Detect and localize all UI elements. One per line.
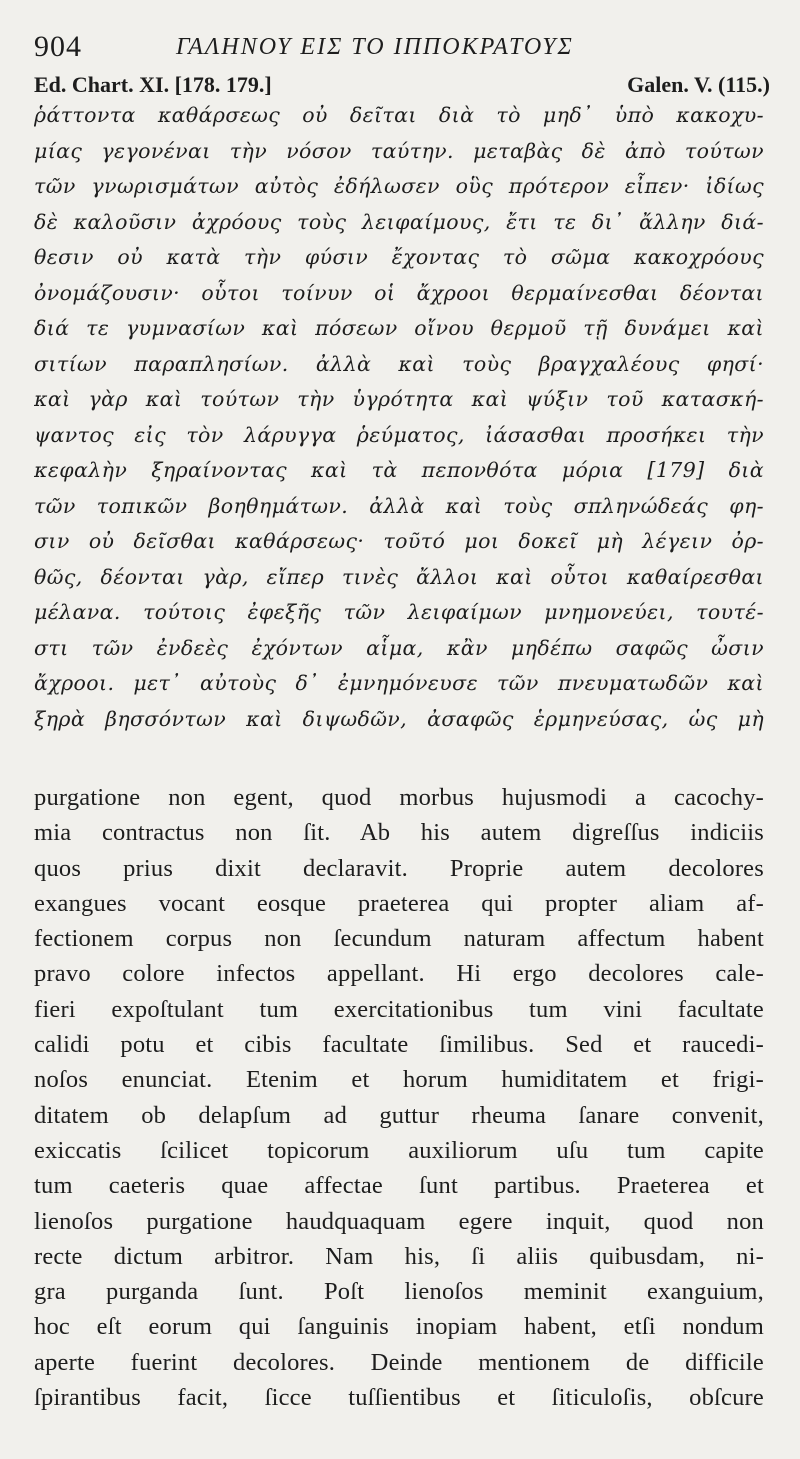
latin-line: noſos enunciat. Etenim et horum humiditatem et frigi- (34, 1066, 764, 1094)
latin-line: purgatione non egent, quod morbus hujusmodi a cacochy- (34, 784, 764, 811)
greek-text-block (34, 98, 764, 737)
greek-line: θεσιν οὐ κατὰ τὴν φύσιν ἔχοντας τὸ σῶμα κακοχρόους (34, 245, 764, 269)
latin-line: aperte fuerint decolores. Deinde mentionem de difficile (34, 1348, 764, 1376)
latin-line: quos prius dixit declaravit. Proprie autem decolores (34, 854, 764, 882)
latin-line: pravo colore infectos appellant. Hi ergo decolores cale- (34, 960, 764, 988)
greek-line: ψαντος εἰς τὸν λάρυγγα ῥεύματος, ἰάσασθαι προσήκει τὴν (34, 422, 764, 447)
greek-line: θῶς, δέονται γὰρ, εἴπερ τινὲς ἄλλοι καὶ οὗτοι καθαίρεσθαι (34, 564, 764, 589)
greek-line: τῶν τοπικῶν βοηθημάτων. ἀλλὰ καὶ τοὺς σπληνώδεάς φη- (34, 493, 764, 518)
latin-line: tum caeteris quae affectae ſunt partibus. Praeterea et (34, 1172, 764, 1200)
latin-line: recte dictum arbitror. Nam his, ſi aliis quibusdam, ni- (34, 1242, 764, 1270)
latin-line: fieri expoſtulant tum exercitationibus tum vini facultate (34, 995, 764, 1023)
latin-line: gra purganda ſunt. Poſt lienoſos meminit exanguium, (34, 1278, 764, 1306)
greek-line: δὲ καλοῦσιν ἀχρόους τοὺς λειφαίμους, ἔτι τε δι᾽ ἄλλην διά- (34, 209, 764, 234)
greek-line: σιν οὐ δεῖσθαι καθάρσεως· τοῦτό μοι δοκεῖ μὴ λέγειν ὀρ- (34, 529, 764, 553)
latin-line: fectionem corpus non ſecundum naturam affectum habent (34, 925, 764, 953)
latin-line: calidi potu et cibis facultate ſimilibus. Sed et raucedi- (34, 1031, 764, 1059)
greek-line: σιτίων παραπλησίων. ἀλλὰ καὶ τοὺς βραγχαλέους φησί· (34, 351, 764, 376)
latin-line: hoc eſt eorum qui ſanguinis inopiam habent, etſi nondum (34, 1313, 764, 1341)
greek-line: ξηρὰ βησσόντων καὶ διψωδῶν, ἀσαφῶς ἑρμηνεύσας, ὡς μὴ (34, 706, 764, 731)
greek-line: μίας γεγονέναι τὴν νόσον ταύτην. μεταβὰς δὲ ἀπὸ τούτων (34, 138, 764, 163)
greek-line: καὶ γὰρ καὶ τούτων τὴν ὑγρότητα καὶ ψύξιν τοῦ κατασκή- (34, 387, 764, 411)
latin-line: ditatem ob delapſum ad guttur rheuma ſanare convenit, (34, 1101, 764, 1129)
latin-line: ſpirantibus facit, ſicce tuſſientibus et ſiticuloſis, obſcure (34, 1384, 764, 1412)
greek-line: ὀνομάζουσιν· οὗτοι τοίνυν οἱ ἄχροοι θερμαίνεσθαι δέονται (34, 280, 764, 305)
latin-line: exiccatis ſcilicet topicorum auxiliorum uſu tum capite (34, 1136, 764, 1164)
greek-line: στι τῶν ἐνδεὲς ἐχόντων αἷμα, κἂν μηδέπω σαφῶς ὦσιν (34, 635, 764, 660)
edition-right: Galen. V. (115.) (627, 72, 770, 97)
latin-line: lienoſos purgatione haudquaquam egere inquit, quod non (34, 1207, 764, 1235)
greek-line: κεφαλὴν ξηραίνοντας καὶ τὰ πεπονθότα μόρια [179] διὰ (34, 458, 764, 482)
latin-line: exangues vocant eosque praeterea qui propter aliam af- (34, 889, 764, 917)
greek-line: μέλανα. τούτοις ἐφεξῆς τῶν λειφαίμων μνημονεύει, τουτέ- (34, 600, 764, 624)
greek-line: ῥάττοντα καθάρσεως οὐ δεῖται διὰ τὸ μηδ᾽ ὑπὸ κακοχυ- (34, 103, 764, 127)
greek-line: διά τε γυμνασίων καὶ πόσεων οἴνου θερμοῦ τῇ δυνάμει καὶ (34, 316, 764, 340)
running-title: ΓΑΛΗΝΟΥ ΕΙΣ ΤΟ ΙΠΠΟΚΡΑΤΟΥΣ (176, 34, 574, 60)
page-number: 904 (34, 30, 82, 63)
latin-line: mia contractus non ſit. Ab his autem digreſſus indiciis (34, 819, 764, 847)
greek-line: ἄχροοι. μετ᾽ αὐτοὺς δ᾽ ἐμνημόνευσε τῶν πνευματωδῶν καὶ (34, 671, 764, 695)
latin-text-block (34, 780, 764, 1415)
edition-left: Ed. Chart. XI. [178. 179.] (34, 72, 272, 97)
greek-line: τῶν γνωρισμάτων αὐτὸς ἐδήλωσεν οὓς πρότερον εἶπεν· ἰδίως (34, 174, 764, 198)
page-header (34, 30, 774, 70)
